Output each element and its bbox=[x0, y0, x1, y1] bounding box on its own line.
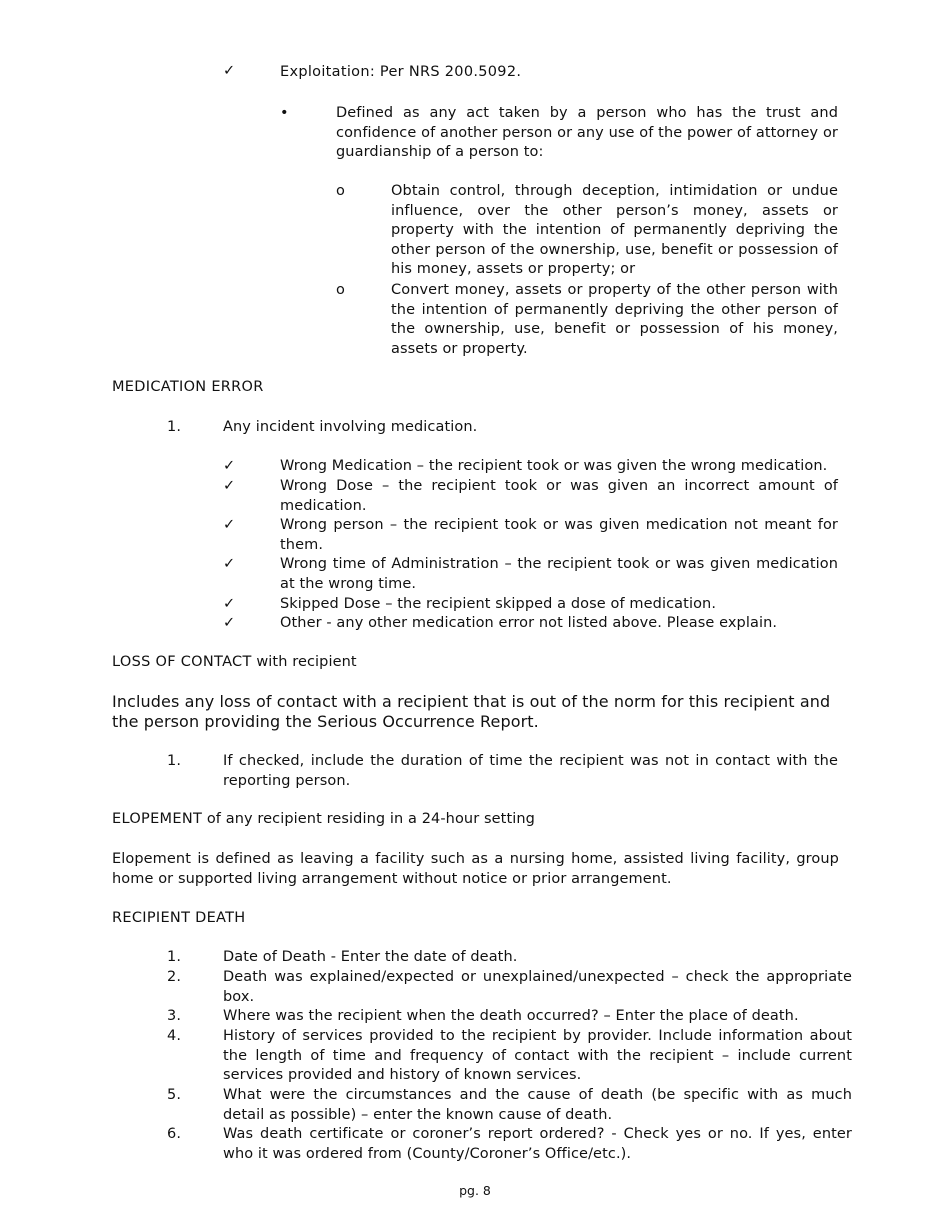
check-icon: ✓ bbox=[223, 615, 236, 631]
recipient-death-item: Date of Death - Enter the date of death. bbox=[223, 949, 518, 965]
list-number: 1. bbox=[167, 949, 182, 965]
check-icon: ✓ bbox=[223, 556, 236, 572]
recipient-death-heading: RECIPIENT DEATH bbox=[112, 910, 246, 926]
list-number: 5. bbox=[167, 1087, 182, 1103]
loss-of-contact-heading-caps: LOSS OF CONTACT bbox=[112, 654, 252, 670]
loss-of-contact-heading-rest: with recipient bbox=[251, 654, 357, 670]
bullet-icon: • bbox=[280, 105, 289, 121]
loss-of-contact-item: If checked, include the duration of time the recipient was not in contact with the reporting person. bbox=[223, 753, 838, 789]
list-number: 1. bbox=[167, 419, 182, 435]
medication-check-item: Wrong person – the recipient took or was given medication not meant for them. bbox=[280, 517, 838, 553]
elopement-heading-rest: of any recipient residing in a 24-hour setting bbox=[202, 811, 535, 827]
medication-error-item: Any incident involving medication. bbox=[223, 419, 478, 435]
medication-check-item: Skipped Dose – the recipient skipped a dose of medication. bbox=[280, 596, 717, 612]
recipient-death-item: History of services provided to the recipient by provider. Include information about the length of time and frequency of contact with the recipient – include current services provided and history of known services. bbox=[223, 1028, 852, 1084]
exploitation-heading: Exploitation: Per NRS 200.5092. bbox=[280, 64, 522, 80]
list-number: 4. bbox=[167, 1028, 182, 1044]
medication-check-item: Wrong Medication – the recipient took or was given the wrong medication. bbox=[280, 458, 828, 474]
medication-check-item: Wrong Dose – the recipient took or was given an incorrect amount of medication. bbox=[280, 478, 838, 514]
check-icon: ✓ bbox=[223, 478, 236, 494]
recipient-death-item: Where was the recipient when the death occurred? – Enter the place of death. bbox=[223, 1008, 799, 1024]
list-number: 2. bbox=[167, 969, 182, 985]
list-number: 6. bbox=[167, 1126, 182, 1142]
medication-check-item: Wrong time of Administration – the recipient took or was given medication at the wrong time. bbox=[280, 556, 838, 592]
check-icon: ✓ bbox=[223, 596, 236, 612]
recipient-death-item: What were the circumstances and the cause of death (be specific with as much detail as possible) – enter the known cause of death. bbox=[223, 1087, 852, 1123]
elopement-paragraph: Elopement is defined as leaving a facility such as a nursing home, assisted living facility, group home or supported living arrangement without notice or prior arrangement. bbox=[112, 851, 839, 887]
exploitation-sub-item: Convert money, assets or property of the other person with the intention of permanently depriving the other person of the ownership, use, benefit or possession of his money, assets or property. bbox=[391, 282, 838, 357]
exploitation-definition: Defined as any act taken by a person who has the trust and confidence of another person or any use of the power of attorney or guardianship of a person to: bbox=[336, 105, 838, 161]
recipient-death-item: Was death certificate or coroner’s report ordered? - Check yes or no. If yes, enter who it was ordered from (County/Coroner’s Office/etc.). bbox=[223, 1126, 852, 1162]
circle-bullet-icon: o bbox=[336, 183, 345, 199]
check-icon: ✓ bbox=[223, 517, 236, 533]
exploitation-sub-item: Obtain control, through deception, intimidation or undue influence, over the other person’s money, assets or property with the intention of permanently depriving the other person of the ownership, use, benefit or possession of his money, assets or property; or bbox=[391, 183, 838, 278]
elopement-heading bbox=[112, 810, 535, 830]
page-number: pg. 8 bbox=[459, 1183, 491, 1198]
check-icon: ✓ bbox=[223, 63, 236, 79]
check-icon: ✓ bbox=[223, 458, 236, 474]
list-number: 1. bbox=[167, 753, 182, 769]
elopement-heading-caps: ELOPEMENT bbox=[112, 811, 203, 827]
loss-of-contact-paragraph: Includes any loss of contact with a recipient that is out of the norm for this recipient and the person providing the Serious Occurrence Report. bbox=[112, 692, 831, 731]
medication-error-heading: MEDICATION ERROR bbox=[112, 379, 264, 395]
loss-of-contact-heading bbox=[112, 653, 357, 673]
circle-bullet-icon: o bbox=[336, 282, 345, 298]
medication-check-item: Other - any other medication error not listed above. Please explain. bbox=[280, 615, 778, 631]
recipient-death-item: Death was explained/expected or unexplained/unexpected – check the appropriate box. bbox=[223, 969, 852, 1005]
list-number: 3. bbox=[167, 1008, 182, 1024]
